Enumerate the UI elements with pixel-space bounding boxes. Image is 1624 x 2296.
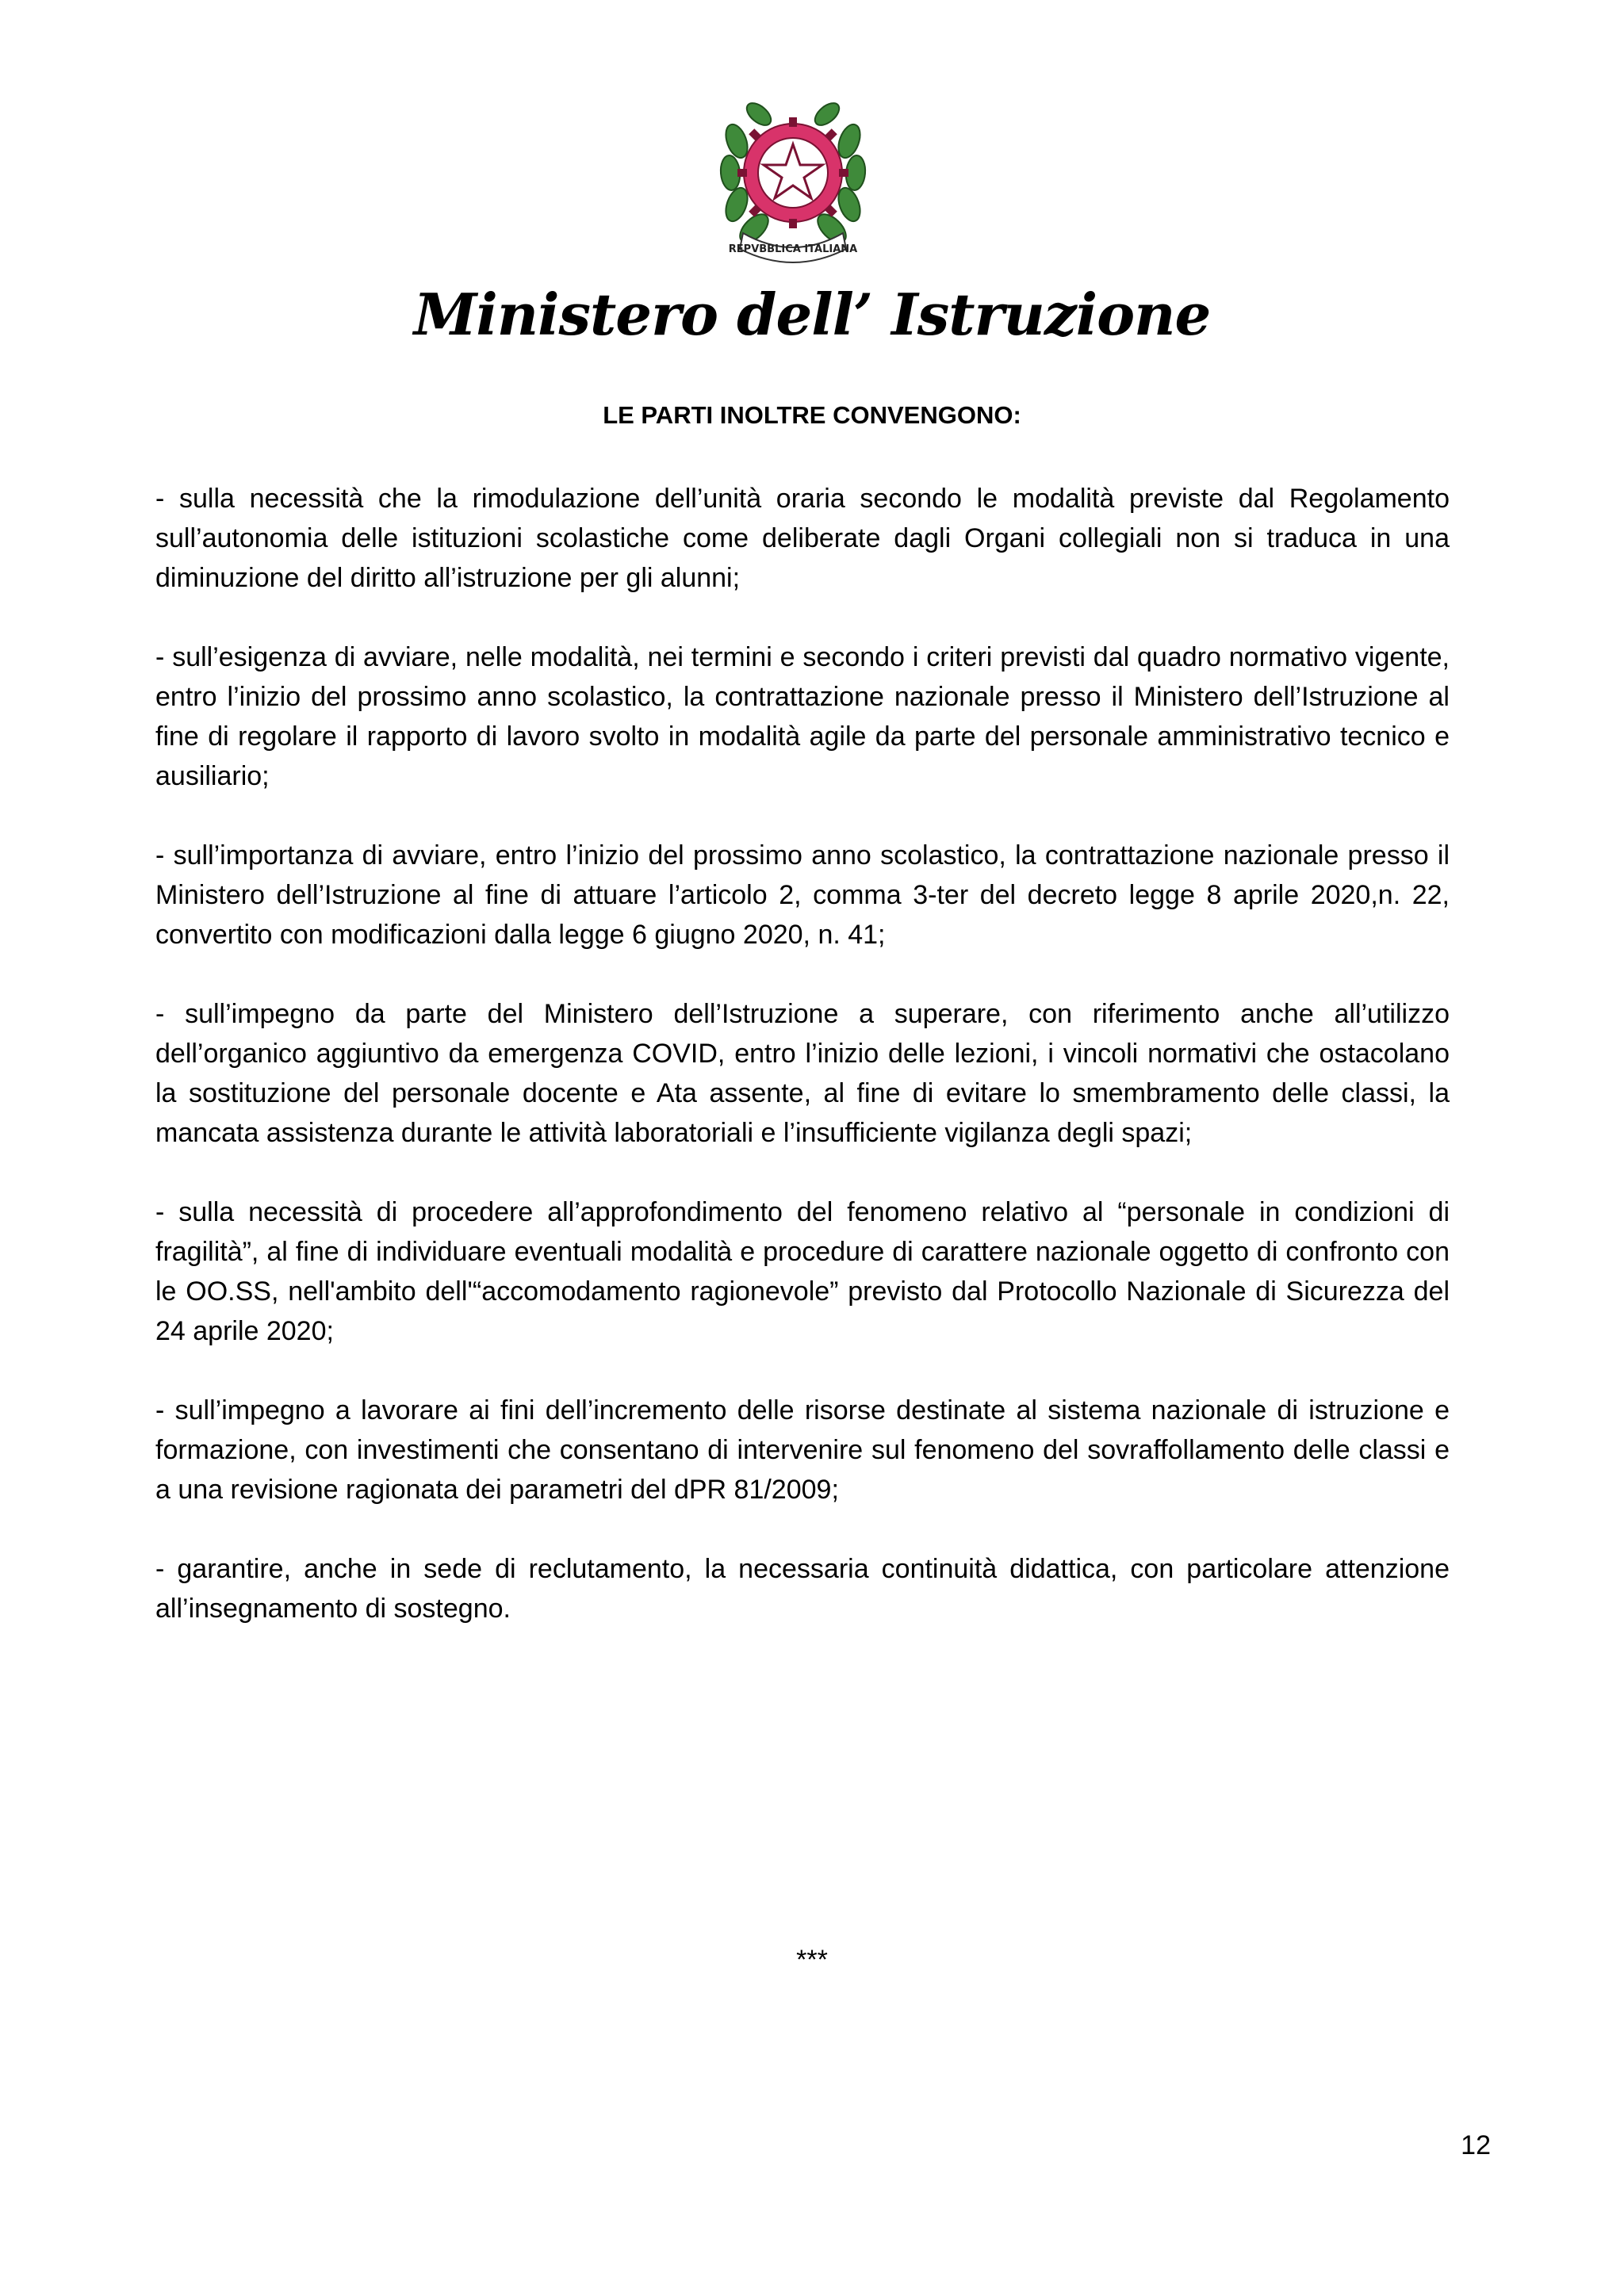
paragraph-4: - sull’impegno da parte del Ministero dell’Istruzione a superare, con riferimento anche all’utilizzo dell’organico aggiuntivo da emergenza COVID, entro l’inizio delle lezioni, i vincoli normativi che ostacolano la sostituzione del personale docente e Ata assente, al fine di evitare lo smembramento delle classi, la mancata assistenza durante le attività laboratoriali e l’insufficiente vigilanza degli spazi;: [155, 999, 1450, 1148]
paragraph-6: - sull’impegno a lavorare ai fini dell’incremento delle risorse destinate al sistema nazionale di istruzione e formazione, con investimenti che consentano di intervenire sul fenomeno del sovraffollamento delle classi e a una revisione ragionata dei parametri del dPR 81/2009;: [155, 1395, 1450, 1505]
svg-text:REPVBBLICA ITALIANA: REPVBBLICA ITALIANA: [728, 243, 858, 255]
paragraph-1: - sulla necessità che la rimodulazione dell’unità oraria secondo le modalità previste dal Regolamento sull’autonomia delle istituzioni scolastiche come deliberate dagli Organi collegiali non si traduca in una diminuzione del diritto all’istruzione per gli alunni;: [155, 484, 1450, 593]
paragraph-5: - sulla necessità di procedere all’approfondimento del fenomeno relativo al “personale in condizioni di fragilità”, al fine di individuare eventuali modalità e procedure di carattere nazionale oggetto di confronto con le OO.SS, nell'ambito dell'“accomodamento ragionevole” previsto dal Protocollo Nazionale di Sicurezza del 24 aprile 2020;: [155, 1197, 1450, 1346]
paragraph-3: - sull’importanza di avviare, entro l’inizio del prossimo anno scolastico, la contrattazione nazionale presso il Ministero dell’Istruzione al fine di attuare l’articolo 2, comma 3-ter del decreto legge 8 aprile 2020,n. 22, convertito con modificazioni dalla legge 6 giugno 2020, n. 41;: [155, 840, 1450, 950]
emblem-icon: [719, 94, 867, 265]
page-number: 12: [1461, 2130, 1491, 2160]
paragraph-2: - sull’esigenza di avviare, nelle modalità, nei termini e secondo i criteri previsti dal quadro normativo vigente, entro l’inizio del prossimo anno scolastico, la contrattazione nazionale presso il Ministero dell’Istruzione al fine di regolare il rapporto di lavoro svolto in modalità agile da parte del personale amministrativo tecnico e ausiliario;: [155, 642, 1450, 791]
document-body: [155, 479, 1450, 1668]
section-separator: ***: [796, 1945, 828, 1975]
ministry-title: Ministero dell’ Istruzione: [413, 281, 1211, 348]
italian-republic-emblem: [719, 94, 867, 265]
paragraph-7: - garantire, anche in sede di reclutamento, la necessaria continuità didattica, con particolare attenzione all’insegnamento di sostegno.: [155, 1554, 1450, 1624]
section-heading: LE PARTI INOLTRE CONVENGONO:: [603, 401, 1021, 429]
